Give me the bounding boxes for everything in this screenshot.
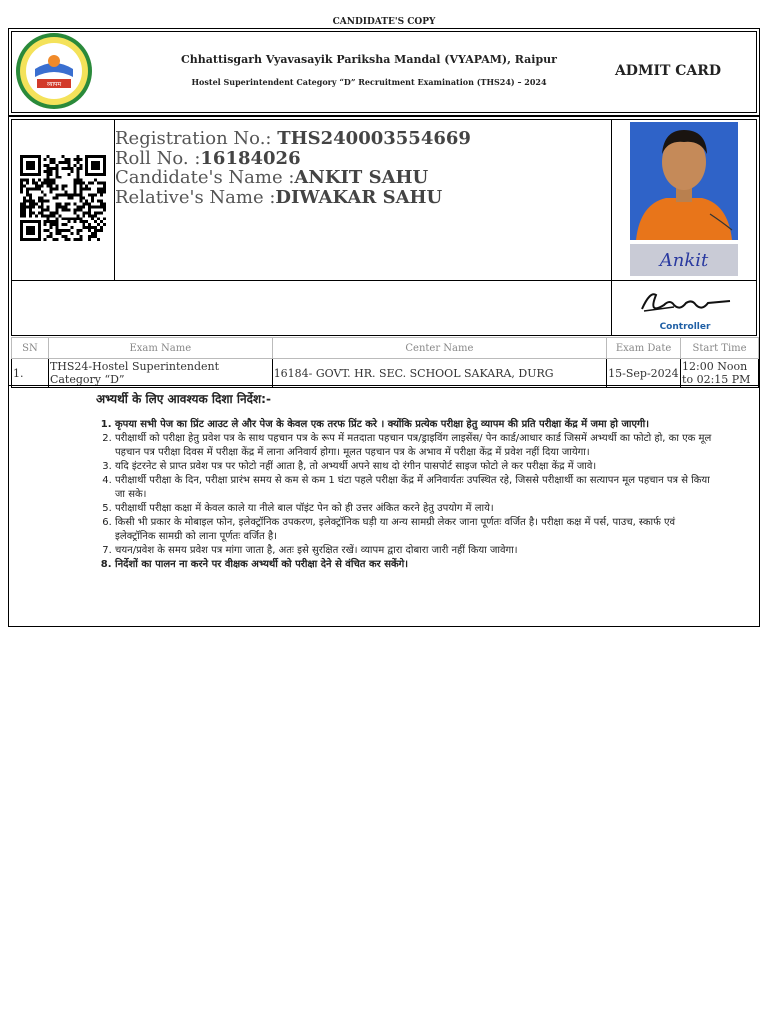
- instruction-item: 1. कृपया सभी पेज का प्रिंट आउट ले और पेज के केवल एक तरफ प्रिंट करे । क्योंकि प्रत्येक परीक्षा हेतु व्यापम की प्रति परीक्षा केंद्र में जमा हो जाएगी।: [115, 418, 715, 432]
- col-exam-date: Exam Date: [607, 338, 681, 359]
- cell-center-name: 16184- GOVT. HR. SEC. SCHOOL SAKARA, DURG: [272, 359, 606, 388]
- controller-signature: [634, 285, 734, 317]
- candidate-photo: [630, 122, 738, 240]
- qr-code: [18, 155, 108, 241]
- admit-card-title: ADMIT CARD: [614, 63, 722, 79]
- reg-label: Registration No.:: [115, 128, 278, 149]
- candidate-info: [115, 129, 471, 207]
- col-start-time: Start Time: [681, 338, 759, 359]
- roll-label: Roll No. :: [115, 147, 201, 169]
- header: [8, 28, 760, 116]
- qr-cell: [11, 119, 115, 281]
- logo-text: व्यापम: [46, 81, 62, 88]
- blank-cell: [11, 280, 612, 336]
- controller-label: Controller: [659, 322, 711, 332]
- col-sn: SN: [12, 338, 49, 359]
- instructions-title: अभ्यर्थी के लिए आवश्यक दिशा निर्देश:-: [96, 392, 271, 406]
- relative-label: Relative's Name :: [115, 186, 276, 208]
- instruction-item: 6. किसी भी प्रकार के मोबाइल फोन, इलेक्ट्रॉनिक उपकरण, इलेक्ट्रॉनिक घड़ी या अन्य सामग्री लेकर जाना पूर्णतः वर्जित है। परीक्षा कक्ष में पर्स, पाउच, स्कार्फ एवं इलेक्ट्रॉनिक सामग्री को लाना पूर्णतः वर्जित है।: [115, 516, 715, 544]
- relative-name: DIWAKAR SAHU: [275, 186, 443, 208]
- instruction-item: 7. चयन/प्रवेश के समय प्रवेश पत्र मांगा जाता है, अतः इसे सुरक्षित रखें। व्यापम द्वारा दोबारा जारी नहीं किया जावेगा।: [115, 544, 715, 558]
- table-row: [12, 359, 759, 388]
- photo-cell: [611, 119, 757, 281]
- cell-exam-date: 15-Sep-2024: [607, 359, 681, 388]
- registration-number: THS240003554669: [277, 128, 471, 149]
- controller-cell: [611, 280, 757, 336]
- exam-table: [11, 337, 759, 388]
- instruction-item: 5. परीक्षार्थी परीक्षा कक्षा में केवल काले या नीले बाल पॉइंट पेन को ही उत्तर अंकित करने हेतु उपयोग में लाये।: [115, 502, 715, 516]
- name-label: Candidate's Name :: [115, 167, 295, 188]
- organization-name: Chhattisgarh Vyavasayik Pariksha Mandal (VYAPAM), Raipur: [181, 53, 557, 66]
- cell-sn: 1.: [12, 359, 49, 388]
- vyapam-logo: [13, 31, 95, 111]
- col-exam-name: Exam Name: [48, 338, 272, 359]
- roll-number: 16184026: [200, 147, 301, 169]
- svg-text:Ankit: Ankit: [659, 250, 709, 271]
- instructions-section: [8, 385, 760, 627]
- instruction-item: 4. परीक्षार्थी परीक्षा के दिन, परीक्षा प्रारंभ समय से कम से कम 1 घंटा पहले परीक्षा केंद्र में अनिवार्यतः उपस्थित रहे, जिससे परीक्षार्थी का सत्यापन मूल पहचान पत्र से किया जा सके।: [115, 474, 715, 502]
- instruction-item: 3. यदि इंटरनेट से प्राप्त प्रवेश पत्र पर फोटो नहीं आता है, तो अभ्यर्थी अपने साथ दो रंगीन पासपोर्ट साइज फोटो ले कर परीक्षा केंद्र में जावे।: [115, 460, 715, 474]
- exam-title: Hostel Superintendent Category “D” Recruitment Examination (THS24) – 2024: [191, 77, 547, 87]
- candidate-signature: [630, 244, 738, 276]
- info-cell: [114, 119, 612, 281]
- col-center-name: Center Name: [272, 338, 606, 359]
- candidate-section: [8, 116, 760, 386]
- instructions-list: [91, 418, 715, 572]
- table-header-row: [12, 338, 759, 359]
- candidate-name: ANKIT SAHU: [294, 167, 429, 188]
- instruction-item: 8. निर्देशों का पालन ना करने पर वीक्षक अभ्यर्थी को परीक्षा देने से वंचित कर सकेंगे।: [115, 558, 715, 572]
- instruction-item: 2. परीक्षार्थी को परीक्षा हेतु प्रवेश पत्र के साथ पहचान पत्र के रूप में मतदाता पहचान पत्र/ड्राइविंग लाइसेंस/ पेन कार्ड/आधार कार्ड जिसमें अभ्यर्थी का फोटो हो, का एक मूल पहचान पत्र परीक्षा दिवस में परीक्षा केंद्र में लाना अनिवार्य होगा। मूलत पहचान पत्र के अभाव में परीक्षा केंद्र में प्रवेश नहीं दिया जायेगा।: [115, 432, 715, 460]
- cell-start-time: 12:00 Noon to 02:15 PM: [681, 359, 759, 388]
- cell-exam-name: THS24-Hostel Superintendent Category “D”: [48, 359, 272, 388]
- copy-label: CANDIDATE'S COPY: [332, 17, 436, 27]
